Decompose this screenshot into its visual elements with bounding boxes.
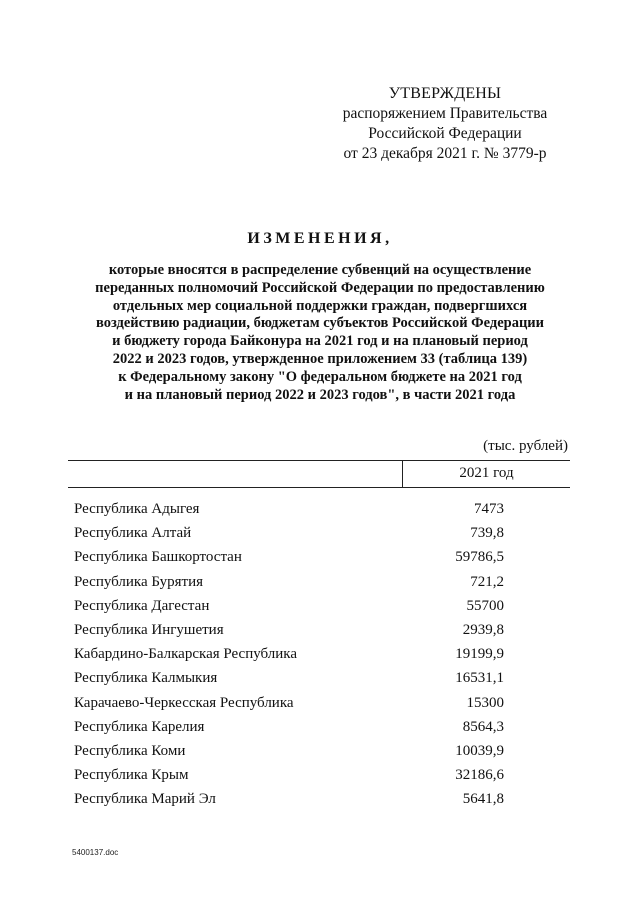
approval-line-1: распоряжением Правительства (342, 105, 548, 122)
subvention-value: 55700 (466, 597, 504, 614)
units-label: (тыс. рублей) (483, 438, 568, 454)
table-row (74, 715, 574, 739)
subtitle-line: отдельных мер социальной поддержки граждан, подвергшихся (112, 297, 528, 314)
column-header-year: 2021 год (459, 465, 514, 481)
subvention-value: 19199,9 (455, 646, 504, 663)
subtitle-line: к Федеральному закону "О федеральном бюджете на 2021 год (118, 368, 522, 385)
subvention-value: 59786,5 (455, 549, 504, 566)
table-body (74, 497, 574, 811)
subtitle-line: воздействию радиации, бюджетам субъектов Российской Федерации (95, 315, 545, 332)
table-row (74, 787, 574, 811)
subvention-value: 739,8 (470, 525, 504, 542)
table-row (74, 618, 574, 642)
subvention-value: 15300 (466, 694, 504, 711)
subtitle-line: которые вносятся в распределение субвенций на осуществление (108, 262, 532, 278)
region-name: Республика Адыгея (74, 501, 200, 517)
region-name: Карачаево-Черкесская Республика (74, 694, 294, 711)
region-name: Республика Дагестан (74, 597, 210, 614)
table-header (68, 460, 570, 488)
subvention-value: 5641,8 (462, 791, 504, 808)
table-row (74, 545, 574, 569)
region-name: Республика Калмыкия (74, 670, 218, 687)
table-row (74, 570, 574, 594)
table-row (74, 739, 574, 763)
table-row (74, 642, 574, 666)
region-name: Республика Башкортостан (74, 549, 242, 566)
region-name: Республика Марий Эл (74, 791, 216, 808)
subvention-value: 2939,8 (462, 621, 504, 638)
document-heading (60, 230, 580, 404)
subvention-value: 7473 (474, 501, 504, 517)
table-row (74, 691, 574, 715)
approval-block (330, 84, 560, 164)
subvention-value: 8564,3 (462, 718, 504, 735)
table-row (74, 497, 574, 521)
table-row (74, 521, 574, 545)
subvention-value: 32186,6 (455, 767, 504, 784)
region-name: Республика Алтай (74, 525, 192, 542)
subvention-value: 10039,9 (455, 742, 504, 759)
subtitle-line: 2022 и 2023 годов, утвержденное приложением 33 (таблица 139) (112, 350, 528, 367)
approval-line-3: от 23 декабря 2021 г. № 3779-р (343, 145, 547, 162)
document-title: ИЗМЕНЕНИЯ, (247, 230, 393, 247)
subtitle-line: и бюджету города Байконура на 2021 год и на плановый период (112, 333, 528, 350)
document-code: 5400137.doc (72, 848, 119, 857)
table-row (74, 666, 574, 690)
region-name: Республика Бурятия (74, 573, 204, 590)
region-name: Республика Коми (74, 742, 186, 759)
region-name: Кабардино-Балкарская Республика (74, 646, 298, 663)
region-name: Республика Ингушетия (74, 621, 224, 638)
table-row (74, 594, 574, 618)
table-row (74, 763, 574, 787)
subvention-value: 16531,1 (455, 670, 504, 687)
subvention-value: 721,2 (470, 573, 504, 590)
approval-title: УТВЕРЖДЕНЫ (388, 85, 502, 102)
region-name: Республика Крым (74, 767, 189, 784)
subtitle-line: и на плановый период 2022 и 2023 годов", в части 2021 года (124, 386, 516, 403)
region-name: Республика Карелия (74, 718, 205, 735)
approval-line-2: Российской Федерации (368, 125, 522, 142)
subtitle-line: переданных полномочий Российской Федерации по предоставлению (95, 279, 545, 296)
